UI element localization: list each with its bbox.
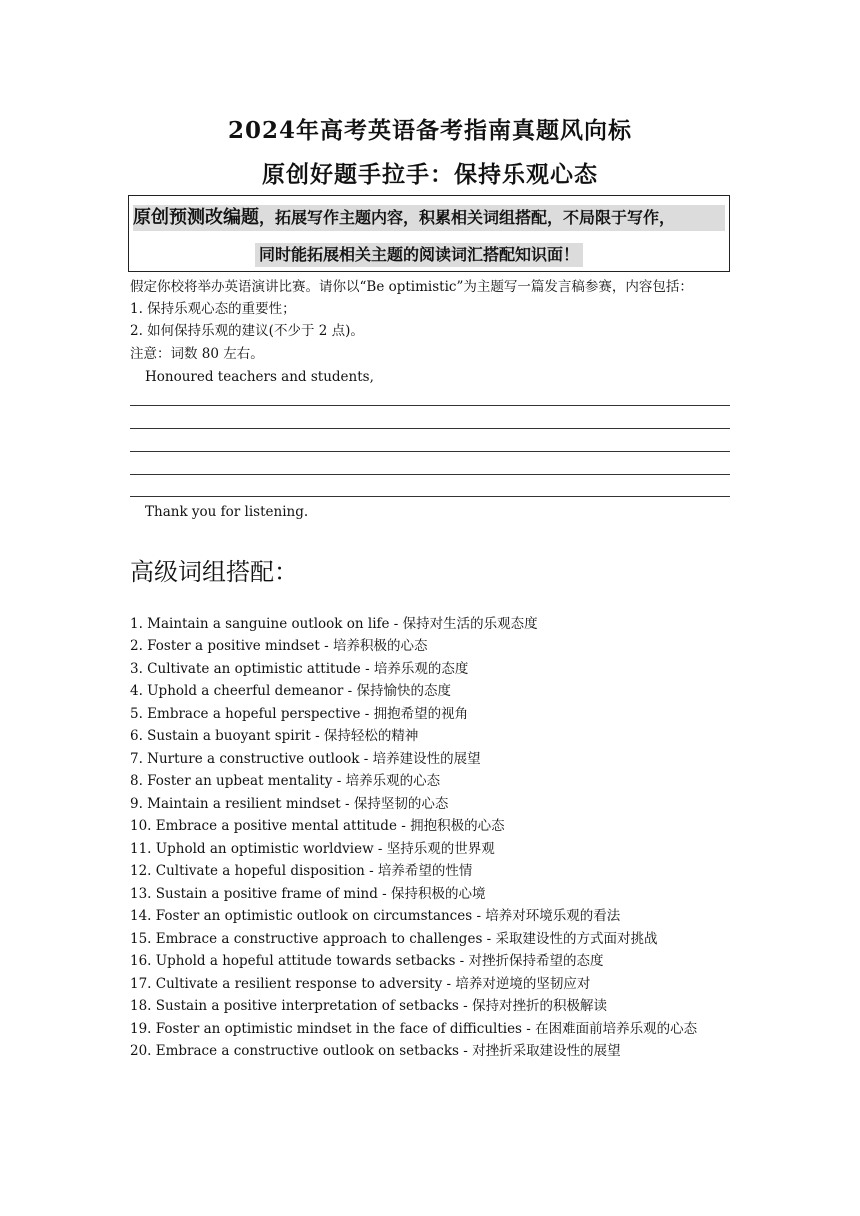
phrase-item: 3. Cultivate an optimistic attitude - 培养乐观的态度 — [130, 661, 469, 677]
notice-line-1 — [133, 205, 725, 231]
section-heading: 高级词组搭配： — [130, 558, 298, 586]
phrase-item: 1. Maintain a sanguine outlook on life - 保持对生活的乐观态度 — [130, 616, 538, 632]
letter-closing: Thank you for listening. — [145, 504, 309, 520]
phrase-item: 9. Maintain a resilient mindset - 保持坚韧的心态 — [130, 796, 449, 812]
phrase-item: 19. Foster an optimistic mindset in the face of difficulties - 在困难面前培养乐观的心态 — [130, 1021, 698, 1037]
notice-emphasis: 原创预测改编题 — [133, 207, 259, 228]
phrase-item: 17. Cultivate a resilient response to adversity - 培养对逆境的坚韧应对 — [130, 976, 591, 992]
phrase-item: 16. Uphold a hopeful attitude towards setbacks - 对挫折保持希望的态度 — [130, 953, 604, 969]
writing-line — [130, 428, 730, 429]
document-title: 2024年高考英语备考指南真题风向标 — [227, 117, 632, 144]
writing-line — [130, 451, 730, 452]
phrase-item: 20. Embrace a constructive outlook on setbacks - 对挫折采取建设性的展望 — [130, 1043, 621, 1059]
notice-text: ，拓展写作主题内容，积累相关词组搭配，不局限于写作， — [259, 208, 676, 227]
phrase-item: 2. Foster a positive mindset - 培养积极的心态 — [130, 638, 428, 654]
prompt-note: 注意：词数 80 左右。 — [130, 346, 264, 362]
phrase-item: 14. Foster an optimistic outlook on circumstances - 培养对环境乐观的看法 — [130, 908, 621, 924]
prompt-point-1: 1. 保持乐观心态的重要性； — [130, 301, 296, 317]
phrase-item: 6. Sustain a buoyant spirit - 保持轻松的精神 — [130, 728, 419, 744]
phrase-item: 5. Embrace a hopeful perspective - 拥抱希望的视角 — [130, 706, 469, 722]
phrase-item: 12. Cultivate a hopeful disposition - 培养希望的性情 — [130, 863, 473, 879]
notice-line-2: 同时能拓展相关主题的阅读词汇搭配知识面！ — [255, 243, 583, 267]
notice-box — [128, 195, 730, 272]
prompt-point-2: 2. 如何保持乐观的建议(不少于 2 点)。 — [130, 323, 364, 339]
writing-line — [130, 496, 730, 497]
phrase-item: 13. Sustain a positive frame of mind - 保持积极的心境 — [130, 886, 486, 902]
phrase-item: 10. Embrace a positive mental attitude - 拥抱积极的心态 — [130, 818, 505, 834]
phrase-item: 11. Uphold an optimistic worldview - 坚持乐观的世界观 — [130, 841, 495, 857]
writing-line — [130, 474, 730, 475]
letter-opening: Honoured teachers and students, — [145, 369, 374, 385]
phrase-item: 4. Uphold a cheerful demeanor - 保持愉快的态度 — [130, 683, 451, 699]
phrase-item: 18. Sustain a positive interpretation of setbacks - 保持对挫折的积极解读 — [130, 998, 607, 1014]
phrase-item: 8. Foster an upbeat mentality - 培养乐观的心态 — [130, 773, 441, 789]
phrase-item: 7. Nurture a constructive outlook - 培养建设性的展望 — [130, 751, 481, 767]
writing-line — [130, 405, 730, 406]
phrase-item: 15. Embrace a constructive approach to challenges - 采取建设性的方式面对挑战 — [130, 931, 658, 947]
document-subtitle: 原创好题手拉手：保持乐观心态 — [262, 161, 598, 188]
prompt-intro: 假定你校将举办英语演讲比赛。请你以“Be optimistic”为主题写一篇发言稿参赛，内容包括： — [130, 279, 693, 295]
